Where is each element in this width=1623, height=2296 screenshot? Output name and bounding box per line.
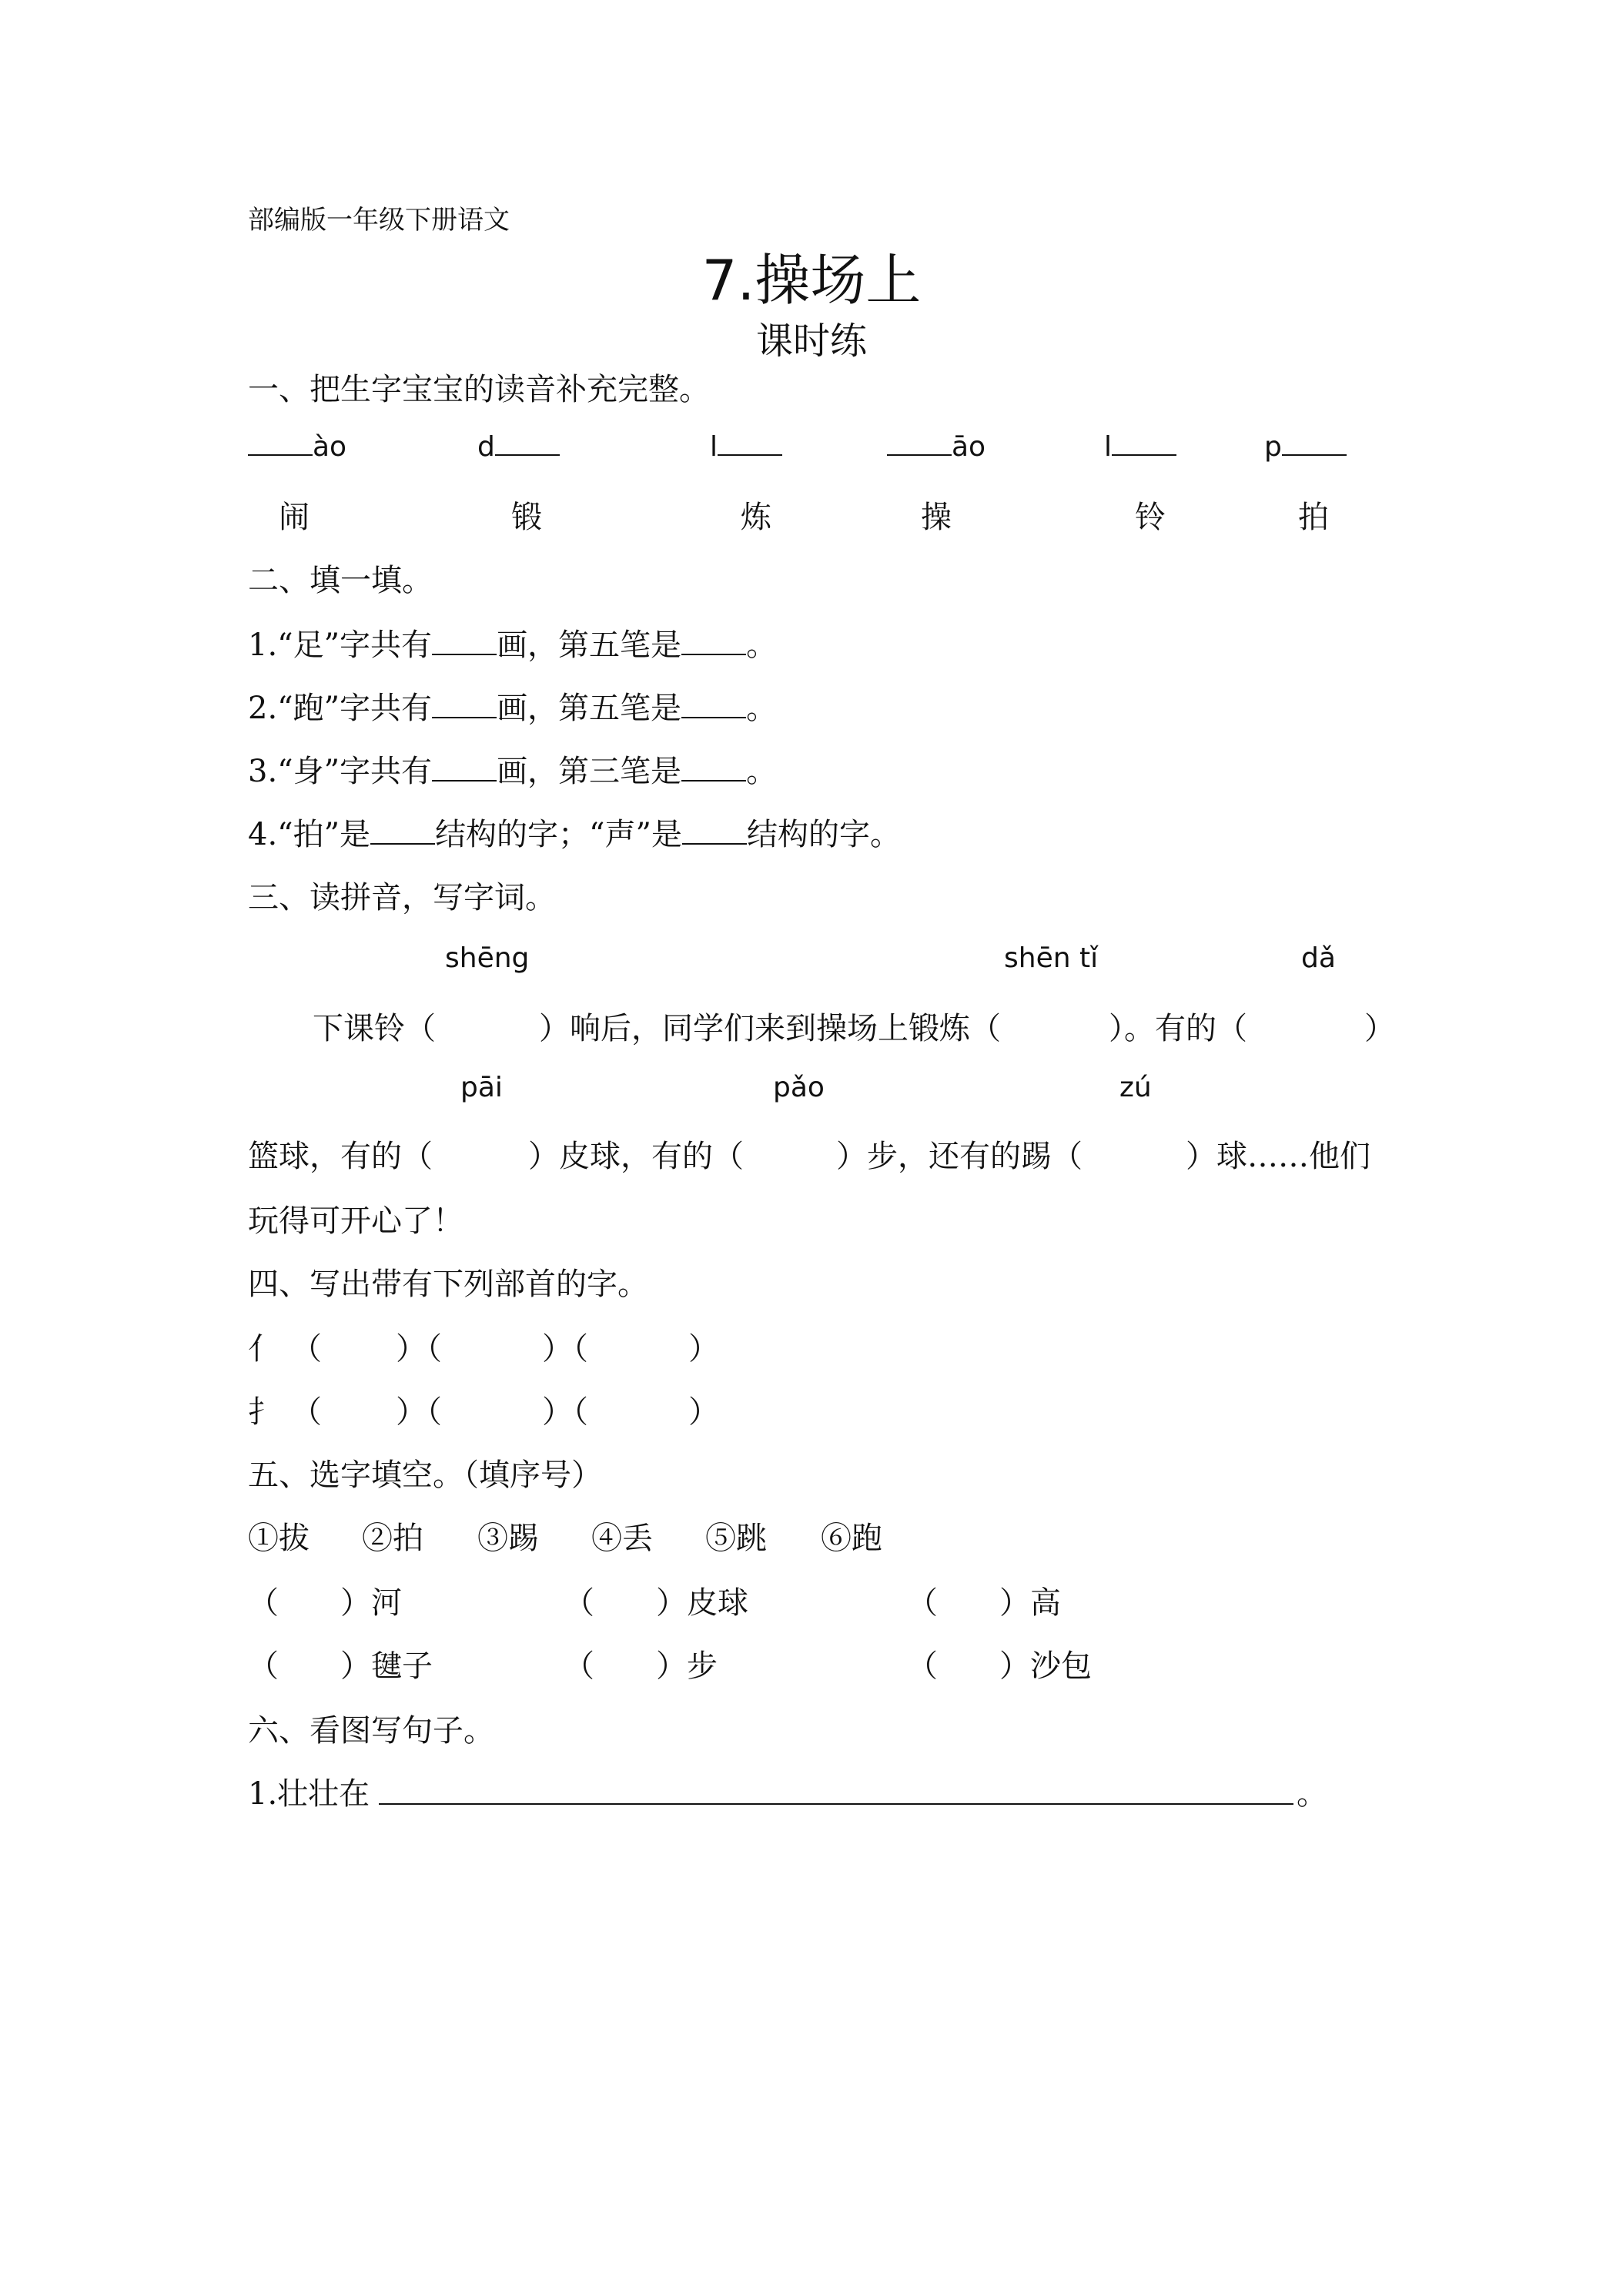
answer-blank[interactable] [887, 454, 952, 456]
answer-blank[interactable] [432, 654, 497, 655]
pinyin-hint: shēn tǐ [1004, 942, 1099, 974]
passage-segment: ）步，还有的踢（ [836, 1139, 1083, 1174]
section1-heading: 一、把生字宝宝的读音补充完整。 [248, 372, 710, 407]
fill-item: 1.“足”字共有 画，第五笔是 。 [248, 628, 778, 663]
section5-heading: 五、选字填空。（填序号） [248, 1458, 602, 1493]
pinyin-item: p [1264, 431, 1347, 463]
fill-item: 3.“身”字共有 画，第三笔是 。 [248, 754, 778, 789]
fill-item: 4.“拍”是 结构的字；“声”是 结构的字。 [248, 817, 901, 852]
answer-blank[interactable] [681, 780, 746, 782]
answer-paren: ）（ [542, 1394, 588, 1430]
option-item: ②拍 [362, 1521, 423, 1556]
answer-paren: （ [291, 1394, 322, 1430]
pinyin-item: d [477, 431, 560, 463]
character: 拍 [1298, 500, 1329, 535]
passage-segment: ） [1364, 1011, 1395, 1046]
answer-paren: ）（ [396, 1331, 442, 1367]
radical: 扌 [248, 1394, 279, 1430]
character: 锻 [511, 500, 542, 535]
pinyin-item: l [710, 431, 782, 463]
option-item: ⑥跑 [821, 1521, 882, 1556]
passage-segment: 下课铃（ [313, 1011, 436, 1046]
answer-blank[interactable] [370, 843, 435, 845]
section4-heading: 四、写出带有下列部首的字。 [248, 1267, 648, 1302]
option-item: ③踢 [477, 1521, 539, 1556]
answer-blank[interactable] [1282, 454, 1347, 456]
sentence-suffix: 。 [1297, 1776, 1327, 1812]
character: 闹 [279, 500, 310, 535]
answer-paren: ） [688, 1331, 719, 1367]
page-title: 7.操场上 [701, 248, 922, 313]
answer-paren: （ [291, 1331, 322, 1367]
answer-paren: ） [688, 1394, 719, 1430]
edition-label: 部编版一年级下册语文 [248, 205, 510, 236]
option-item: ①拔 [248, 1521, 310, 1556]
radical: 亻 [248, 1331, 279, 1367]
answer-blank[interactable] [718, 454, 782, 456]
pinyin-item: āo [887, 431, 986, 463]
answer-blank[interactable] [432, 780, 497, 782]
answer-paren: ）（ [396, 1394, 442, 1430]
pinyin-hint: pǎo [773, 1072, 825, 1103]
answer-blank[interactable] [681, 654, 746, 655]
passage-segment: 玩得可开心了！ [248, 1203, 463, 1239]
choice-item: （ ）步 [564, 1648, 718, 1684]
character: 操 [921, 500, 952, 535]
choice-item: （ ）河 [248, 1585, 402, 1621]
section6-heading: 六、看图写句子。 [248, 1713, 494, 1749]
answer-blank[interactable] [495, 454, 560, 456]
page-subtitle: 课时练 [755, 320, 868, 363]
choice-item: （ ）毽子 [248, 1648, 433, 1684]
answer-blank[interactable] [682, 843, 747, 845]
choice-item: （ ）沙包 [907, 1648, 1092, 1684]
passage-segment: ）皮球，有的（ [528, 1139, 744, 1174]
passage-segment: ）球……他们 [1186, 1139, 1370, 1174]
pinyin-hint: pāi [460, 1072, 503, 1103]
pinyin-hint: zú [1119, 1072, 1152, 1103]
fill-item: 2.“跑”字共有 画，第五笔是 。 [248, 691, 778, 726]
option-item: ④丢 [591, 1521, 653, 1556]
sentence-answer-line[interactable] [379, 1803, 1293, 1805]
answer-blank[interactable] [681, 717, 746, 718]
passage-segment: ）响后，同学们来到操场上锻炼（ [539, 1011, 1001, 1046]
section2-heading: 二、填一填。 [248, 563, 433, 598]
pinyin-item: l [1104, 431, 1176, 463]
passage-segment: ）。有的（ [1109, 1011, 1247, 1046]
choice-item: （ ）高 [907, 1585, 1061, 1621]
sentence-prefix: 1.壮壮在 [248, 1776, 370, 1812]
answer-paren: ）（ [542, 1331, 588, 1367]
answer-blank[interactable] [248, 454, 313, 456]
option-item: ⑤跳 [705, 1521, 767, 1556]
answer-blank[interactable] [432, 717, 497, 718]
choice-item: （ ）皮球 [564, 1585, 748, 1621]
answer-blank[interactable] [1112, 454, 1176, 456]
character: 炼 [741, 500, 771, 535]
pinyin-hint: shēng [445, 942, 530, 974]
passage-segment: 篮球，有的（ [248, 1139, 433, 1174]
character: 铃 [1135, 500, 1166, 535]
pinyin-hint: dǎ [1301, 942, 1336, 974]
pinyin-item: ào [248, 431, 346, 463]
section3-heading: 三、读拼音，写字词。 [248, 880, 556, 915]
